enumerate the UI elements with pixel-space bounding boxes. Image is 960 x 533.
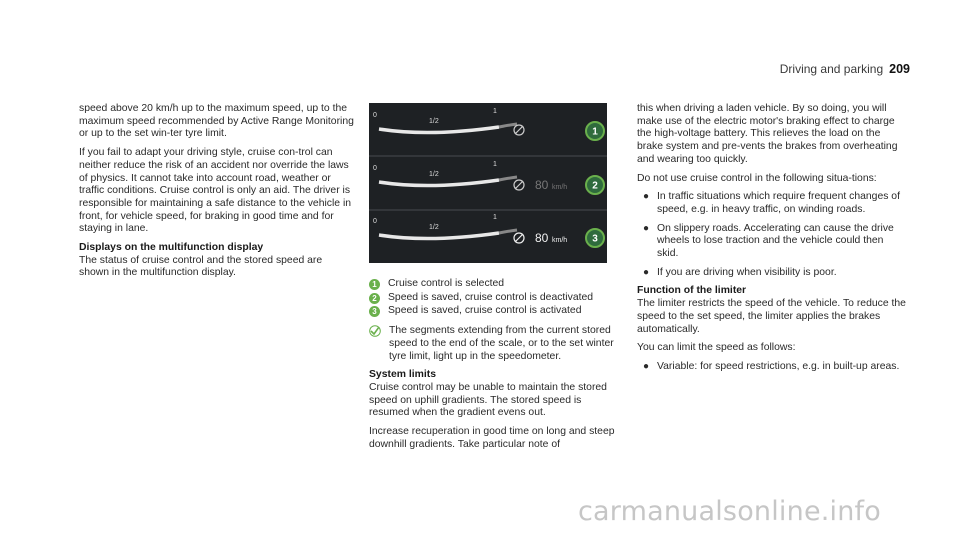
- paragraph: The limiter restricts the speed of the vehicle. To reduce the speed to the set speed, the limiter applies the brakes automatically.: [637, 298, 906, 335]
- svg-text:km/h: km/h: [552, 237, 568, 244]
- legend-text: Speed is saved, cruise control is activated: [388, 305, 582, 317]
- section-heading: System limits: [369, 369, 436, 381]
- watermark: carmanualsonline.info: [578, 496, 881, 527]
- paragraph: If you fail to adapt your driving style, cruise con-trol can neither reduce the risk of an accident nor override the laws of physics. It cannot take into account road, weather or traffic conditions. Cruise control is only an aid. The driver is responsible for maintaining a safe distance to the vehicle in front, for vehicle speed, for braking in good time and for staying in lane.: [79, 147, 352, 235]
- legend-item: [369, 305, 621, 318]
- legend-text: Speed is saved, cruise control is deactivated: [388, 291, 594, 303]
- note-text: The segments extending from the current stored speed to the end of the scale, or to the set winter tyre limit, light up in the speedometer.: [389, 325, 614, 362]
- callout-number: 2: [369, 293, 380, 304]
- callout-number: 1: [369, 279, 380, 290]
- note-icon: [369, 325, 385, 363]
- bullet-icon: ●: [643, 360, 650, 372]
- stored-speed-active: 80: [535, 231, 549, 245]
- paragraph: You can limit the speed as follows:: [637, 342, 796, 354]
- bullet-icon: ●: [643, 222, 650, 234]
- section-heading: Displays on the multifunction display: [79, 242, 264, 254]
- scale-one: 1: [493, 108, 497, 115]
- page-header: [780, 62, 910, 76]
- svg-text:km/h: km/h: [552, 184, 568, 191]
- paragraph: speed above 20 km/h up to the maximum speed, up to the maximum speed recommended by Active Range Monitoring or up to the set win-ter tyre limit.: [79, 103, 354, 140]
- legend-item: [369, 278, 621, 291]
- svg-text:1/2: 1/2: [429, 171, 439, 178]
- bullet-icon: ●: [643, 191, 650, 203]
- callout-number: 3: [369, 306, 380, 317]
- column-right: [637, 103, 907, 380]
- page-number: 209: [889, 62, 910, 76]
- list-item: ● In traffic situations which require frequent changes of speed, e.g. in heavy traffic, on winding roads.: [643, 191, 900, 215]
- legend-item: [369, 292, 621, 305]
- legend-text: Cruise control is selected: [388, 278, 505, 289]
- svg-text:1/2: 1/2: [429, 224, 439, 231]
- scale-half: 1/2: [429, 118, 439, 125]
- svg-text:1: 1: [592, 126, 598, 138]
- list-item: ● If you are driving when visibility is poor.: [643, 266, 837, 278]
- section-heading: Function of the limiter: [637, 285, 747, 297]
- paragraph: Increase recuperation in good time on long and steep downhill gradients. Take particular note of: [369, 426, 615, 450]
- svg-text:1: 1: [493, 161, 497, 168]
- column-left: [79, 103, 355, 286]
- section-title: Driving and parking: [779, 62, 884, 76]
- list-item: ● On slippery roads. Accelerating can cause the drive wheels to lose traction and the vehicle could then skid.: [643, 222, 894, 260]
- stored-speed-inactive: 80: [535, 178, 549, 192]
- svg-text:0: 0: [373, 218, 377, 225]
- bullet-icon: ●: [643, 266, 650, 278]
- paragraph: The status of cruise control and the stored speed are shown in the multifunction display.: [79, 254, 323, 279]
- legend: [369, 278, 621, 318]
- paragraph: this when driving a laden vehicle. By so doing, you will make use of the electric motor's braking effect to charge the high-voltage battery. This relieves the load on the brake system and pre-vents the brakes from overheating and wearing too quickly.: [637, 103, 898, 165]
- paragraph: Cruise control may be unable to maintain the stored speed on uphill gradients. The stored speed is resumed when the gradient evens out.: [369, 381, 607, 419]
- scale-zero: 0: [373, 112, 377, 119]
- svg-text:2: 2: [592, 180, 598, 192]
- svg-text:1: 1: [493, 214, 497, 221]
- paragraph: Do not use cruise control in the following situa-tions:: [637, 172, 877, 184]
- svg-text:0: 0: [373, 165, 377, 172]
- note: [369, 325, 621, 363]
- column-middle: [369, 103, 621, 457]
- cruise-control-display-illustration: [369, 103, 607, 263]
- list-item: ● Variable: for speed restrictions, e.g. in built-up areas.: [643, 360, 900, 372]
- svg-text:3: 3: [592, 233, 598, 245]
